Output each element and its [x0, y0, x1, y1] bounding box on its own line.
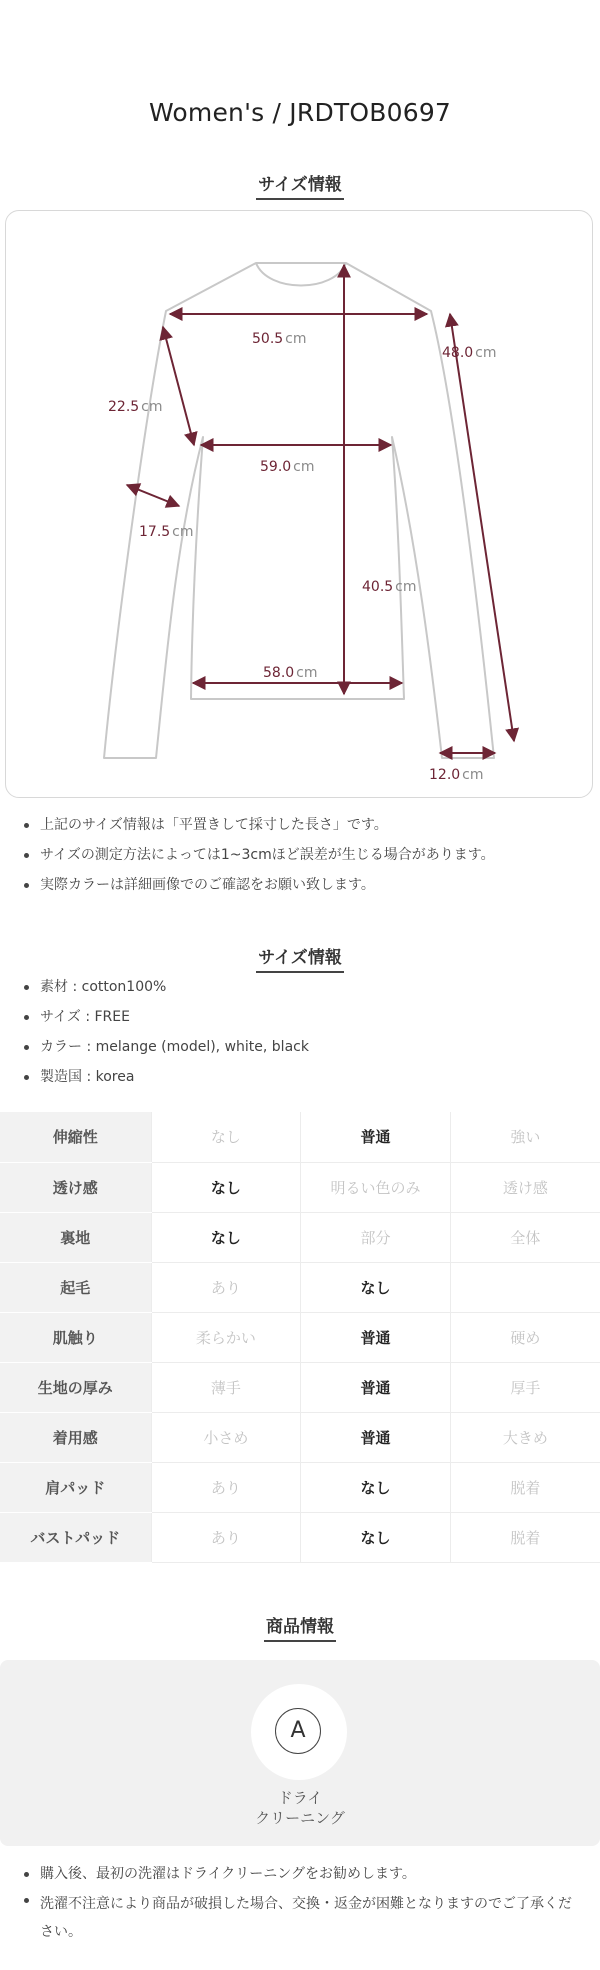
care-label: ドライ クリーニング	[255, 1789, 345, 1827]
attribute-label: バストパッド	[0, 1512, 151, 1562]
list-item: サイズ : FREE	[22, 1007, 582, 1027]
attribute-option: 普通	[301, 1362, 451, 1412]
attribute-option: あり	[151, 1462, 301, 1512]
hem-label: 58.0 cm	[263, 665, 318, 681]
list-item: 素材 : cotton100%	[22, 977, 582, 997]
attribute-option: 透け感	[450, 1162, 600, 1212]
armhole-label: 22.5 cm	[108, 399, 163, 415]
sleeve-width-label: 17.5 cm	[139, 524, 194, 540]
attribute-option	[450, 1262, 600, 1312]
attribute-label: 裏地	[0, 1212, 151, 1262]
attribute-option: 薄手	[151, 1362, 301, 1412]
dry-clean-icon: A	[275, 1708, 321, 1754]
attribute-option: 強い	[450, 1112, 600, 1162]
spec-list	[22, 977, 582, 1097]
attribute-option: なし	[151, 1212, 301, 1262]
waist-label: 59.0 cm	[260, 459, 315, 475]
attribute-label: 肩パッド	[0, 1462, 151, 1512]
attribute-option: あり	[151, 1262, 301, 1312]
care-notes	[22, 1864, 582, 1956]
attribute-option: 普通	[301, 1412, 451, 1462]
list-item: 洗濯不注意により商品が破損した場合、交換・返金が困難となりますのでご了承ください。	[22, 1890, 582, 1946]
attribute-label: 透け感	[0, 1162, 151, 1212]
care-badge	[251, 1684, 347, 1780]
attribute-option: なし	[151, 1162, 301, 1212]
length-label: 40.5 cm	[362, 579, 417, 595]
table-row	[0, 1362, 600, 1412]
table-row	[0, 1312, 600, 1362]
sleeve-length-line	[450, 314, 514, 741]
attribute-option: 大きめ	[450, 1412, 600, 1462]
table-row	[0, 1262, 600, 1312]
attribute-option: なし	[301, 1512, 451, 1562]
attribute-label: 伸縮性	[0, 1112, 151, 1162]
attribute-label: 着用感	[0, 1412, 151, 1462]
attribute-label: 起毛	[0, 1262, 151, 1312]
list-item: 購入後、最初の洗濯はドライクリーニングをお勧めします。	[22, 1864, 582, 1884]
attribute-option: 硬め	[450, 1312, 600, 1362]
table-row	[0, 1412, 600, 1462]
attribute-option: 脱着	[450, 1462, 600, 1512]
cuff-label: 12.0 cm	[429, 767, 484, 783]
table-row	[0, 1462, 600, 1512]
list-item: サイズの測定方法によっては1~3cmほど誤差が生じる場合があります。	[22, 845, 582, 865]
care-panel	[0, 1660, 600, 1846]
list-item: 上記のサイズ情報は「平置きして採寸した長さ」です。	[22, 815, 582, 835]
list-item: 製造国 : korea	[22, 1067, 582, 1087]
attribute-label: 生地の厚み	[0, 1362, 151, 1412]
table-row	[0, 1212, 600, 1262]
armhole-line	[163, 327, 194, 445]
attribute-option: 全体	[450, 1212, 600, 1262]
size-diagram	[5, 210, 593, 798]
list-item: 実際カラーは詳細画像でのご確認をお願い致します。	[22, 875, 582, 895]
attribute-option: あり	[151, 1512, 301, 1562]
attribute-option: 厚手	[450, 1362, 600, 1412]
attribute-option: 脱着	[450, 1512, 600, 1562]
attribute-option: なし	[151, 1112, 301, 1162]
page-title: Women's / JRDTOB0697	[148, 98, 452, 127]
chest-label: 50.5 cm	[252, 331, 307, 347]
attribute-option: なし	[301, 1262, 451, 1312]
list-item: カラー : melange (model), white, black	[22, 1037, 582, 1057]
table-row	[0, 1112, 600, 1162]
sleeve-length-label: 48.0 cm	[442, 345, 497, 361]
attribute-label: 肌触り	[0, 1312, 151, 1362]
product-info-heading: 商品情報	[0, 1612, 600, 1642]
table-row	[0, 1162, 600, 1212]
attribute-option: 小さめ	[151, 1412, 301, 1462]
size-notes	[22, 815, 582, 905]
attribute-option: 明るい色のみ	[301, 1162, 451, 1212]
attribute-option: 普通	[301, 1112, 451, 1162]
attribute-table	[0, 1112, 600, 1563]
attribute-option: 部分	[301, 1212, 451, 1262]
spec-heading: サイズ情報	[0, 943, 600, 973]
table-row	[0, 1512, 600, 1562]
attribute-option: 柔らかい	[151, 1312, 301, 1362]
garment-diagram	[6, 211, 594, 799]
attribute-option: 普通	[301, 1312, 451, 1362]
size-info-heading: サイズ情報	[0, 170, 600, 200]
attribute-option: なし	[301, 1462, 451, 1512]
